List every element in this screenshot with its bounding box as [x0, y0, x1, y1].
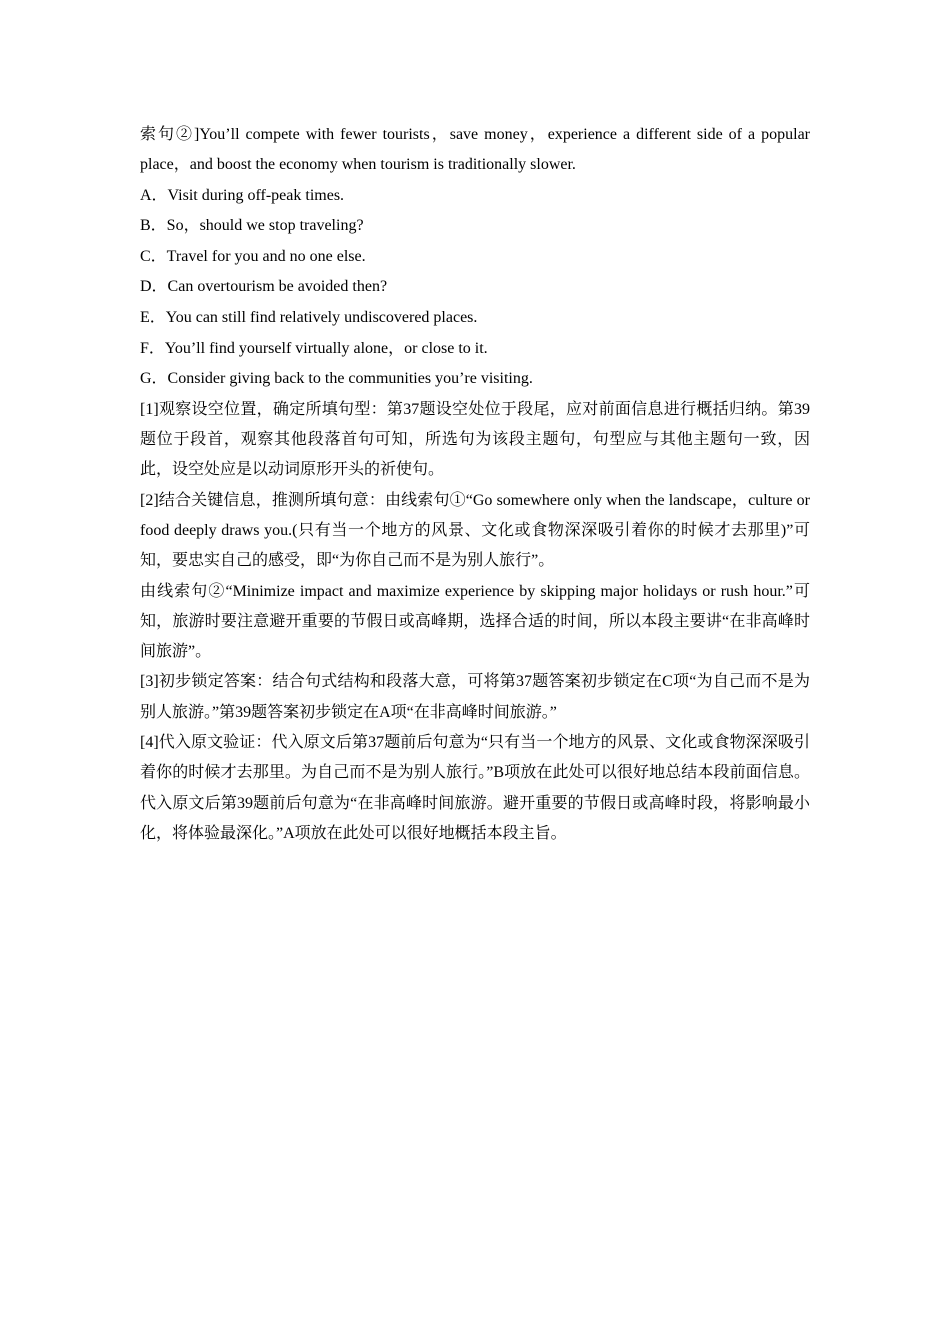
option-f: F．You’ll find yourself virtually alone，or close to it.: [140, 339, 488, 357]
analysis-step-2: [2]结合关键信息，推测所填句意：由线索句①“Go somewhere only when the landscape，culture or food deeply draws you.(只有当一个地方的风景、文化或食物深深吸引着你的时候才去那里)”可知，要忠实自己的感受，即“为你自己而不是为别人旅行”。: [140, 491, 810, 570]
option-b: B．So，should we stop traveling?: [140, 217, 364, 235]
analysis-section: [140, 395, 810, 849]
document-page: [140, 120, 810, 849]
analysis-step-1: [1]观察设空位置，确定所填句型：第37题设空处位于段尾，应对前面信息进行概括归纳。第39题位于段首，观察其他段落首句可知，所选句为该段主题句，句型应与其他主题句一致，因此，设空处应是以动词原形开头的祈使句。: [140, 400, 810, 479]
options-list: [140, 181, 810, 395]
analysis-step-4: [4]代入原文验证：代入原文后第37题前后句意为“只有当一个地方的风景、文化或食物深深吸引着你的时候才去那里。为自己而不是为别人旅行。”B项放在此处可以很好地总结本段前面信息。代入原文后第39题前后句意为“在非高峰时间旅游。避开重要的节假日或高峰时段，将影响最小化，将体验最深化。”A项放在此处可以很好地概括本段主旨。: [140, 734, 810, 842]
option-c: C．Travel for you and no one else.: [140, 247, 366, 265]
option-e: E．You can still find relatively undiscovered places.: [140, 308, 478, 326]
intro-paragraph: 索句②]You’ll compete with fewer tourists，save money，experience a different side of a popular place，and boost the economy when tourism is traditionally slower.: [140, 126, 810, 174]
analysis-step-3: [3]初步锁定答案：结合句式结构和段落大意，可将第37题答案初步锁定在C项“为自己而不是为别人旅游。”第39题答案初步锁定在A项“在非高峰时间旅游。”: [140, 673, 810, 721]
option-g: G．Consider giving back to the communities you’re visiting.: [140, 370, 533, 388]
analysis-step-2-continued: 由线索句②“Minimize impact and maximize experience by skipping major holidays or rush hour.”可知，旅游时要注意避开重要的节假日或高峰期，选择合适的时间，所以本段主要讲“在非高峰时间旅游”。: [140, 582, 810, 661]
option-d: D．Can overtourism be avoided then?: [140, 278, 388, 296]
option-a: A．Visit during off-peak times.: [140, 186, 345, 204]
